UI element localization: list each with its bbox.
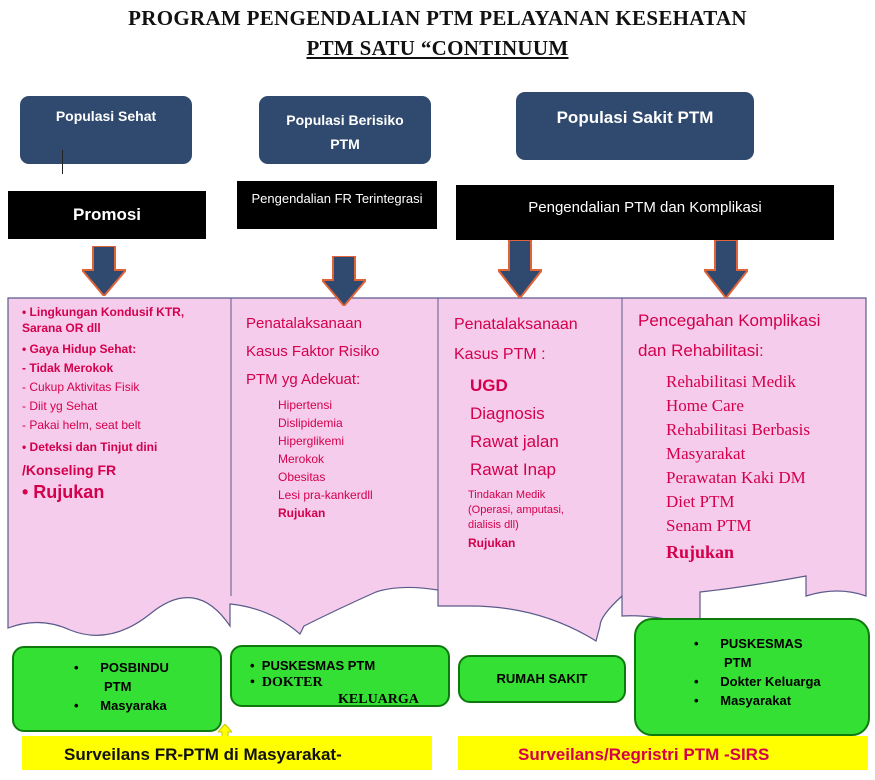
- list-item: Perawatan Kaki DM: [666, 468, 806, 487]
- list-item: • PUSKESMAS PTM: [250, 658, 376, 673]
- list-item: dialisis dll): [468, 519, 519, 531]
- diagram-title-line1: PROGRAM PENGENDALIAN PTM PELAYANAN KESEHATAN: [128, 6, 747, 30]
- column-heading: Kasus Faktor Risiko: [246, 343, 380, 360]
- list-item: /Konseling FR: [22, 462, 117, 478]
- list-item: Rawat Inap: [470, 460, 556, 479]
- arrow-down-icon: [704, 240, 748, 298]
- population-at-risk-box: Populasi Berisiko PTM: [259, 96, 431, 164]
- arrow-down-icon: [322, 256, 366, 306]
- column-heading: Kasus PTM :: [454, 346, 546, 363]
- list-item: - Diit yg Sehat: [22, 399, 98, 413]
- column-heading: dan Rehabilitasi:: [638, 341, 764, 360]
- column-heading: PTM yg Adekuat:: [246, 371, 361, 388]
- list-item: • Gaya Hidup Sehat:: [22, 342, 137, 356]
- list-item: Diagnosis: [470, 404, 545, 423]
- list-item: Lesi pra-kankerdll: [278, 488, 373, 502]
- program-ptm-control-box: Pengendalian PTM dan Komplikasi: [456, 185, 834, 240]
- list-item: - Pakai helm, seat belt: [22, 418, 141, 432]
- population-sick-box: Populasi Sakit PTM: [516, 92, 754, 160]
- column-treatment: [454, 310, 620, 550]
- list-item: • Dokter Keluarga: [694, 674, 821, 689]
- list-item: Rehabilitasi Medik: [666, 372, 796, 391]
- column-rehabilitation: [638, 306, 868, 564]
- list-item: • Masyarakat: [694, 693, 792, 708]
- column-risk-factor: [246, 310, 431, 522]
- list-item: Hipertensi: [278, 398, 333, 412]
- list-item: KELUARGA: [338, 692, 419, 707]
- list-item: • Rujukan: [22, 482, 105, 502]
- population-healthy-box: Populasi Sehat: [20, 96, 192, 164]
- column-heading: Penatalaksanaan: [246, 315, 362, 332]
- list-item: Rujukan: [468, 536, 516, 550]
- list-item: Rehabilitasi Berbasis: [666, 420, 811, 439]
- list-item: Merokok: [278, 452, 325, 466]
- list-item: Tindakan Medik: [468, 489, 546, 501]
- facility-box-community: [12, 646, 222, 732]
- list-item: • POSBINDU: [74, 660, 169, 675]
- surveillance-label: Surveilans FR-PTM di Masyarakat-: [64, 745, 342, 764]
- facility-box-rehabilitation: [634, 618, 870, 736]
- list-item: (Operasi, amputasi,: [468, 504, 564, 516]
- column-heading: Pencegahan Komplikasi: [638, 311, 821, 330]
- list-item: - Cukup Aktivitas Fisik: [22, 380, 140, 394]
- list-item: - Tidak Merokok: [22, 361, 114, 375]
- list-item: Home Care: [666, 396, 744, 415]
- list-item: Rujukan: [278, 506, 326, 520]
- facility-box-hospital: RUMAH SAKIT: [458, 655, 626, 703]
- list-item: UGD: [470, 376, 508, 395]
- list-item: • Deteksi dan Tinjut dini: [22, 440, 158, 454]
- surveillance-bar-sirs: [458, 736, 868, 770]
- program-promotion-box: Promosi: [8, 191, 206, 239]
- arrow-down-icon: [498, 240, 542, 298]
- list-item: Diet PTM: [666, 492, 735, 511]
- column-heading: Penatalaksanaan: [454, 316, 578, 333]
- list-item: Senam PTM: [666, 516, 752, 535]
- diagram-title-line2: PTM SATU “CONTINUUM: [306, 36, 569, 60]
- list-item: • Lingkungan Kondusif KTR, Sarana OR dll: [22, 305, 185, 335]
- list-item: Masyarakat: [666, 444, 746, 463]
- list-item: Hiperglikemi: [278, 434, 345, 448]
- list-item: • DOKTER: [250, 675, 323, 690]
- surveillance-label: Surveilans/Regristri PTM -SIRS: [518, 745, 770, 764]
- list-item: Dislipidemia: [278, 416, 343, 430]
- list-item: PTM: [724, 655, 752, 670]
- list-item: Obesitas: [278, 470, 326, 484]
- list-item: Rujukan: [666, 542, 735, 562]
- program-risk-control-box: Pengendalian FR Terintegrasi: [237, 181, 437, 229]
- arrow-down-icon: [82, 246, 126, 296]
- list-item: Rawat jalan: [470, 432, 559, 451]
- list-item: PTM: [104, 679, 132, 694]
- list-item: • PUSKESMAS: [694, 636, 803, 651]
- facility-box-puskesmas: [230, 645, 450, 707]
- list-item: • Masyaraka: [74, 698, 167, 713]
- text-cursor: [62, 150, 63, 174]
- column-promotion: [22, 304, 222, 503]
- surveillance-bar-community: [22, 736, 432, 770]
